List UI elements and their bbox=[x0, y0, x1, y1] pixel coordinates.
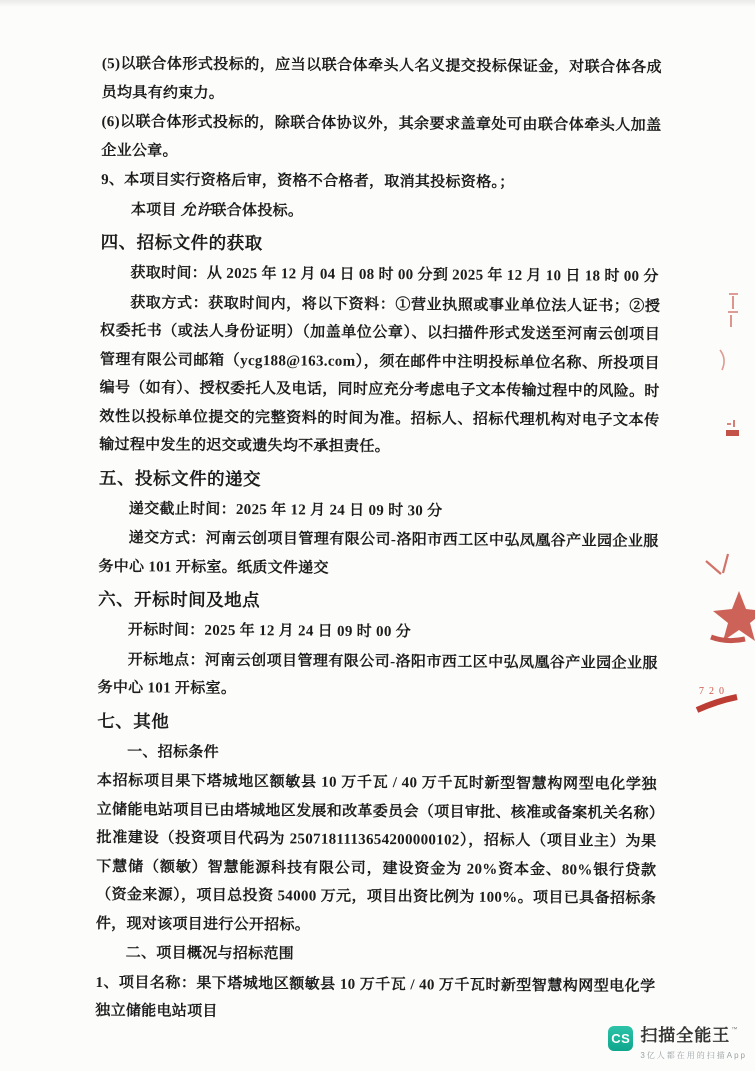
heading-section-7-other: 七、其他 bbox=[97, 710, 170, 732]
watermark-app-name: 扫描全能王 bbox=[640, 1026, 731, 1045]
red-seal-digits-fragment-icon bbox=[697, 686, 737, 710]
paragraph-opening-location: 开标地点：河南云创项目管理有限公司-洛阳市西工区中弘凤凰谷产业园企业服务中心 101 开标室。 bbox=[97, 651, 658, 697]
paragraph-acquisition-time: 获取时间：从 2025 年 12 月 04 日 08 时 00 分到 2025 年 12 月 10 日 18 时 00 分 bbox=[130, 265, 659, 285]
paragraph-opening-time: 开标时间：2025 年 12 月 24 日 09 时 00 分 bbox=[127, 622, 412, 641]
red-seal-fragment-curve-icon bbox=[720, 350, 724, 370]
paragraph-consortium-allowed bbox=[101, 196, 661, 228]
subheading-tender-conditions: 一、招标条件 bbox=[127, 743, 219, 761]
red-seal-fragment-bar-icon bbox=[726, 420, 739, 433]
camscanner-logo-text: CS bbox=[611, 1031, 631, 1046]
watermark-tagline: 3亿人都在用的扫描App bbox=[640, 1051, 747, 1060]
red-seal-star-fragment-icon bbox=[711, 591, 755, 641]
paragraph-qualification-review: 9、本项目实行资格后审，资格不合格者，取消其投标资格。； bbox=[101, 172, 515, 191]
paragraph-acquisition-method: 获取方式：获取时间内，将以下资料：①营业执照或事业单位法人证书；②授权委托书（或法人身份证明）（加盖单位公章）、以扫描件形式发送至河南云创项目管理有限公司邮箱（ycg188@163.com），须在邮件中注明投标单位名称、所投项目编号（如有）、授权委托人及电话，同时应充分考虑电子文本传输过程中的风险。时效性以投标单位提交的完整资料的时间为准。招标人、招标代理机构对电子文本传输过程中发生的迟交或遗失均不承担责任。 bbox=[99, 294, 661, 456]
paragraph-project-approval: 本招标项目果下塔城地区额敏县 10 万千瓦 / 40 万千瓦时新型智慧构网型电化学独立储能电站项目已由塔城地区发展和改革委员会（项目审批、核准或备案机关名称）批准建设（投资项目代码为 2507181113654200000102），招标人（项目业主）为果下慧储（额敏）智慧能源科技有限公司，建设资金为 20%资本金、80%银行贷款（资金来源），项目总投资 54000 万元，项目出资比例为 100%。项目已具备招标条件，现对该项目进行公开招标。 bbox=[95, 773, 657, 934]
camscanner-watermark bbox=[608, 1026, 747, 1061]
paragraph-submission-method: 递交方式：河南云创项目管理有限公司-洛阳市西工区中弘凤凰谷产业园企业服务中心 101 开标室。纸质文件递交 bbox=[98, 530, 659, 577]
allow-line-emphasis: 允许 bbox=[180, 202, 212, 219]
trademark-mark: ™ bbox=[731, 1027, 738, 1033]
camscanner-logo-icon bbox=[608, 1026, 633, 1051]
paragraph-submission-deadline: 递交截止时间：2025 年 12 月 24 日 09 时 30 分 bbox=[128, 500, 443, 519]
subheading-project-overview: 二、项目概况与招标范围 bbox=[125, 945, 295, 963]
allow-line-suffix: 联合体投标。 bbox=[211, 202, 304, 219]
red-seal-fragments bbox=[693, 285, 755, 725]
paragraph-consortium-seal: (6)以联合体形式投标的，除联合体协议外，其余要求盖章处可由联合体牵头人加盖企业公章。 bbox=[101, 114, 662, 160]
paragraph-project-name: 1、项目名称：果下塔城地区额敏县 10 万千瓦 / 40 万千瓦时新型智慧构网型电化学独立储能电站项目 bbox=[95, 974, 656, 1020]
watermark-text-block bbox=[640, 1026, 747, 1061]
heading-section-5-bid-submission: 五、投标文件的递交 bbox=[98, 467, 262, 489]
red-seal-fragment-strokes-icon bbox=[706, 554, 728, 574]
heading-section-4-document-acquisition: 四、招标文件的获取 bbox=[100, 232, 263, 254]
allow-line-prefix: 本项目 bbox=[130, 201, 181, 219]
seal-partial-digits: 720 bbox=[699, 686, 729, 697]
heading-section-6-bid-opening: 六、开标时间及地点 bbox=[98, 589, 261, 611]
red-seal-fragment-top-icon bbox=[728, 294, 738, 327]
paragraph-consortium-deposit: (5)以联合体形式投标的，应当以联合体牵头人名义提交投标保证金，对联合体各成员均具有约束力。 bbox=[101, 56, 662, 102]
document-body bbox=[95, 50, 662, 1030]
